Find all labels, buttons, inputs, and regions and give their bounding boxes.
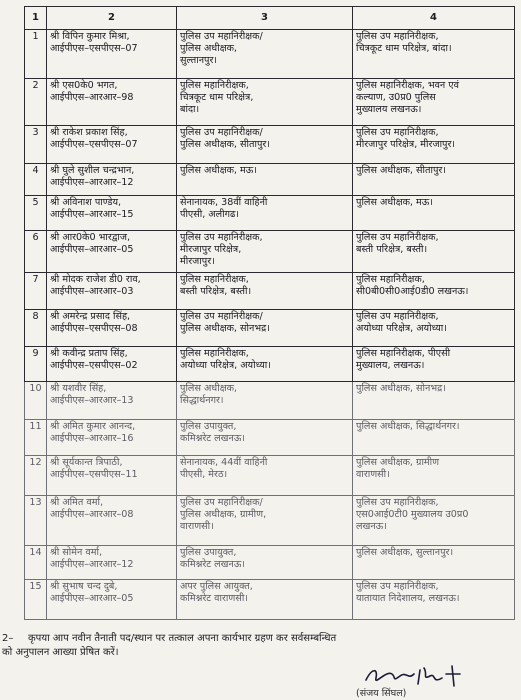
current-posting-line: अयोध्या परिक्षेत्र, अयोध्या।: [180, 360, 271, 371]
current-posting-line: सेनानायक, 44वीं वाहिनी: [180, 457, 268, 468]
current-posting-line: मीरजापुर।: [180, 256, 215, 267]
new-posting-cell: [353, 546, 515, 580]
transfer-table: [24, 6, 515, 620]
table-row: [25, 546, 515, 580]
new-posting-line: पुलिस उप महानिरीक्षक,: [356, 581, 439, 592]
officer-name-line: श्री आर0के0 भारद्वाज,: [50, 232, 131, 243]
officer-name-line: श्री एस0के0 भगत,: [50, 80, 118, 91]
table-row: [25, 382, 515, 420]
new-posting-line: मीरजापुर परिक्षेत्र, मीरजापुर।: [356, 139, 456, 150]
serial-number-cell: 13: [25, 496, 47, 546]
current-posting-line: पुलिस अधीक्षक, सोनभद्र।: [180, 323, 270, 334]
officer-name-line: आईपीएस–एसपीएस–11: [50, 469, 138, 480]
new-posting-line: यातायात निदेशालय, लखनऊ।: [356, 593, 460, 604]
new-posting-line: पुलिस उप महानिरीक्षक,: [356, 497, 439, 508]
new-posting-line: चित्रकूट धाम परिक्षेत्र, बांदा।: [356, 43, 452, 54]
current-posting-line: पुलिस महानिरीक्षक,: [180, 348, 249, 359]
officer-name-line: आईपीएस–आरआर–13: [50, 395, 134, 406]
officer-name-line: आईपीएस–आरआर–03: [50, 286, 134, 297]
table-row: [25, 164, 515, 196]
new-posting-line: पुलिस अधीक्षक, ग्रामीण: [356, 457, 440, 468]
new-posting-cell: [353, 310, 515, 347]
serial-number-cell: 12: [25, 456, 47, 496]
officer-name-line: श्री यशवीर सिंह,: [50, 383, 107, 394]
current-posting-line: पुलिस महानिरीक्षक,: [180, 80, 249, 91]
current-posting-cell: [177, 126, 353, 164]
officer-name-line: श्री अविनाश पाण्डेय,: [50, 197, 122, 208]
officer-name-line: आईपीएस–आरआर–12: [50, 177, 134, 188]
serial-number-cell: 11: [25, 420, 47, 456]
table-row: [25, 496, 515, 546]
new-posting-line: बस्ती परिक्षेत्र, बस्ती।: [356, 244, 428, 255]
table-row: [25, 456, 515, 496]
officer-name-line: आईपीएस–एसपीएस–08: [50, 323, 138, 334]
new-posting-line: एस0आई0टी0 मुख्यालय उ0प्र0: [356, 509, 469, 520]
new-posting-cell: [353, 196, 515, 231]
new-posting-line: पुलिस महानिरीक्षक,: [356, 274, 425, 285]
new-posting-line: पुलिस अधीक्षक, मऊ।: [356, 197, 433, 208]
footer-instruction: [2, 632, 514, 660]
header-col-3: 3: [177, 7, 353, 30]
officer-name-cell: [47, 164, 177, 196]
footer-text-line-2: को अनुपालन आख्या प्रेषित करें।: [2, 647, 119, 658]
new-posting-line: पुलिस अधीक्षक, सीतापुर।: [356, 165, 446, 176]
current-posting-line: पुलिस अधीक्षक,: [180, 43, 237, 54]
table-row: [25, 273, 515, 310]
new-posting-line: पुलिस अधीक्षक, सुल्तानपुर।: [356, 547, 454, 558]
new-posting-cell: [353, 231, 515, 273]
new-posting-cell: [353, 164, 515, 196]
serial-number-cell: 8: [25, 310, 47, 347]
current-posting-cell: [177, 30, 353, 79]
current-posting-cell: [177, 420, 353, 456]
current-posting-cell: [177, 231, 353, 273]
officer-name-cell: [47, 30, 177, 79]
current-posting-line: पुलिस उपायुक्त,: [180, 421, 237, 432]
current-posting-line: पुलिस उपायुक्त,: [180, 547, 237, 558]
current-posting-cell: [177, 310, 353, 347]
new-posting-line: पुलिस उप महानिरीक्षक,: [356, 127, 439, 138]
current-posting-line: पुलिस अधीक्षक,: [180, 383, 237, 394]
officer-name-cell: [47, 496, 177, 546]
officer-name-line: श्री सूर्यकान्त त्रिपाठी,: [50, 457, 123, 468]
current-posting-cell: [177, 546, 353, 580]
officer-name-cell: [47, 79, 177, 126]
new-posting-cell: [353, 126, 515, 164]
current-posting-line: कमिश्नरेट लखनऊ।: [180, 433, 246, 444]
new-posting-line: अयोध्या परिक्षेत्र, अयोध्या।: [356, 323, 447, 334]
current-posting-line: पुलिस उप महानिरीक्षक/: [180, 497, 263, 508]
table-row: [25, 347, 515, 382]
serial-number-cell: 1: [25, 30, 47, 79]
officer-name-cell: [47, 546, 177, 580]
officer-name-cell: [47, 580, 177, 620]
current-posting-cell: [177, 79, 353, 126]
header-col-4: 4: [353, 7, 515, 30]
new-posting-cell: [353, 382, 515, 420]
officer-name-line: आईपीएस–एसपीएस–07: [50, 139, 138, 150]
new-posting-line: पुलिस अधीक्षक, सोनभद्र।: [356, 383, 446, 394]
officer-name-line: श्री घुले सुशील चन्द्रभान,: [50, 165, 135, 176]
current-posting-line: सेनानायक, 38वीं वाहिनी: [180, 197, 268, 208]
current-posting-cell: [177, 347, 353, 382]
officer-name-line: आईपीएस–एसपीएस–02: [50, 360, 138, 371]
new-posting-line: सी0बी0सी0आई0डी0 लखनऊ।: [356, 286, 469, 297]
new-posting-line: पुलिस महानिरीक्षक, भवन एवं: [356, 80, 459, 91]
new-posting-line: पुलिस महानिरीक्षक, पीएसी: [356, 348, 451, 359]
current-posting-line: पुलिस उप महानिरीक्षक/: [180, 311, 263, 322]
current-posting-cell: [177, 196, 353, 231]
footer-number: 2–: [2, 633, 14, 644]
officer-name-line: श्री अमित कुमार आनन्द,: [50, 421, 136, 432]
new-posting-line: पुलिस उप महानिरीक्षक,: [356, 311, 439, 322]
current-posting-line: पुलिस अधीक्षक, सीतापुर।: [180, 139, 270, 150]
header-col-2: 2: [47, 7, 177, 30]
current-posting-line: पुलिस अधीक्षक, ग्रामीण,: [180, 509, 267, 520]
officer-name-cell: [47, 347, 177, 382]
footer-text-line-1: कृपया आप नवीन तैनाती पद/स्थान पर तत्काल अपना कार्यभार ग्रहण कर सर्वसम्बन्धित: [28, 633, 337, 644]
current-posting-cell: [177, 496, 353, 546]
current-posting-line: पुलिस उप महानिरीक्षक/: [180, 31, 263, 42]
new-posting-cell: [353, 580, 515, 620]
serial-number-cell: 9: [25, 347, 47, 382]
serial-number-cell: 6: [25, 231, 47, 273]
current-posting-line: पुलिस उप महानिरीक्षक/: [180, 127, 263, 138]
officer-name-cell: [47, 310, 177, 347]
officer-name-line: श्री राकेश प्रकाश सिंह,: [50, 127, 128, 138]
serial-number-cell: 3: [25, 126, 47, 164]
table-row: [25, 231, 515, 273]
current-posting-line: पुलिस अधीक्षक, मऊ।: [180, 165, 257, 176]
new-posting-cell: [353, 30, 515, 79]
officer-name-line: आईपीएस–आरआर–12: [50, 559, 134, 570]
officer-name-line: आईपीएस–आरआर–05: [50, 593, 134, 604]
current-posting-line: पुलिस महानिरीक्षक,: [180, 274, 249, 285]
officer-name-line: आईपीएस–आरआर–05: [50, 244, 134, 255]
new-posting-cell: [353, 347, 515, 382]
table-row: [25, 580, 515, 620]
new-posting-line: पुलिस अधीक्षक, सिद्धार्थनगर।: [356, 421, 460, 432]
new-posting-cell: [353, 420, 515, 456]
table-row: [25, 79, 515, 126]
current-posting-line: पीएसी, मेरठ।: [180, 469, 228, 480]
officer-name-line: आईपीएस–एसपीएस–07: [50, 43, 138, 54]
current-posting-line: सुल्तानपुर।: [180, 55, 218, 66]
current-posting-cell: [177, 580, 353, 620]
new-posting-line: पुलिस उप महानिरीक्षक,: [356, 232, 439, 243]
current-posting-cell: [177, 456, 353, 496]
officer-name-line: श्री अमित वर्मा,: [50, 497, 104, 508]
officer-name-line: श्री सोमेन वर्मा,: [50, 547, 103, 558]
current-posting-cell: [177, 164, 353, 196]
serial-number-cell: 5: [25, 196, 47, 231]
officer-name-line: आईपीएस–आरआर–16: [50, 433, 134, 444]
header-col-1: 1: [25, 7, 47, 30]
table-row: [25, 126, 515, 164]
officer-name-cell: [47, 231, 177, 273]
current-posting-line: बस्ती परिक्षेत्र, बस्ती।: [180, 286, 252, 297]
officer-name-line: श्री विपिन कुमार मिश्रा,: [50, 31, 130, 42]
officer-name-cell: [47, 456, 177, 496]
serial-number-cell: 15: [25, 580, 47, 620]
officer-name-line: श्री मोदक राजेश डी0 राव,: [50, 274, 141, 285]
new-posting-line: वाराणसी।: [356, 469, 390, 480]
table-row: [25, 310, 515, 347]
new-posting-cell: [353, 496, 515, 546]
officer-name-cell: [47, 420, 177, 456]
officer-name-cell: [47, 196, 177, 231]
serial-number-cell: 7: [25, 273, 47, 310]
table-header-row: [25, 7, 515, 30]
officer-name-line: आईपीएस–आरआर–98: [50, 92, 134, 103]
new-posting-line: मुख्यालय, लखनऊ।: [356, 360, 425, 371]
signatory-name: (संजय सिंघल): [356, 688, 407, 699]
serial-number-cell: 4: [25, 164, 47, 196]
officer-name-cell: [47, 273, 177, 310]
current-posting-line: सिद्धार्थनगर।: [180, 395, 224, 406]
current-posting-line: पीएसी, अलीगढ।: [180, 209, 240, 220]
current-posting-line: वाराणसी।: [180, 521, 214, 532]
current-posting-line: चित्रकूट धाम परिक्षेत्र,: [180, 92, 254, 103]
new-posting-line: कल्याण, उ0प्र0 पुलिस: [356, 92, 436, 103]
new-posting-line: पुलिस उप महानिरीक्षक,: [356, 31, 439, 42]
current-posting-cell: [177, 273, 353, 310]
officer-name-line: श्री अमरेन्द्र प्रसाद सिंह,: [50, 311, 131, 322]
current-posting-line: कमिश्नरेट लखनऊ।: [180, 559, 246, 570]
current-posting-cell: [177, 382, 353, 420]
officer-name-cell: [47, 382, 177, 420]
officer-name-line: आईपीएस–आरआर–08: [50, 509, 134, 520]
serial-number-cell: 14: [25, 546, 47, 580]
current-posting-line: मीरजापुर परिक्षेत्र,: [180, 244, 242, 255]
new-posting-cell: [353, 273, 515, 310]
new-posting-cell: [353, 456, 515, 496]
officer-name-cell: [47, 126, 177, 164]
new-posting-cell: [353, 79, 515, 126]
officer-name-line: श्री कवीन्द्र प्रताप सिंह,: [50, 348, 128, 359]
current-posting-line: बांदा।: [180, 104, 200, 115]
serial-number-cell: 10: [25, 382, 47, 420]
serial-number-cell: 2: [25, 79, 47, 126]
table-row: [25, 196, 515, 231]
table-row: [25, 420, 515, 456]
officer-name-line: आईपीएस–आरआर–15: [50, 209, 134, 220]
current-posting-line: अपर पुलिस आयुक्त,: [180, 581, 253, 592]
current-posting-line: कमिश्नरेट वाराणसी।: [180, 593, 248, 604]
officer-name-line: श्री सुभाष चन्द दुबे,: [50, 581, 118, 592]
table-row: [25, 30, 515, 79]
new-posting-line: लखनऊ।: [356, 521, 387, 532]
new-posting-line: मुख्यालय लखनऊ।: [356, 104, 422, 115]
current-posting-line: पुलिस उप महानिरीक्षक,: [180, 232, 263, 243]
